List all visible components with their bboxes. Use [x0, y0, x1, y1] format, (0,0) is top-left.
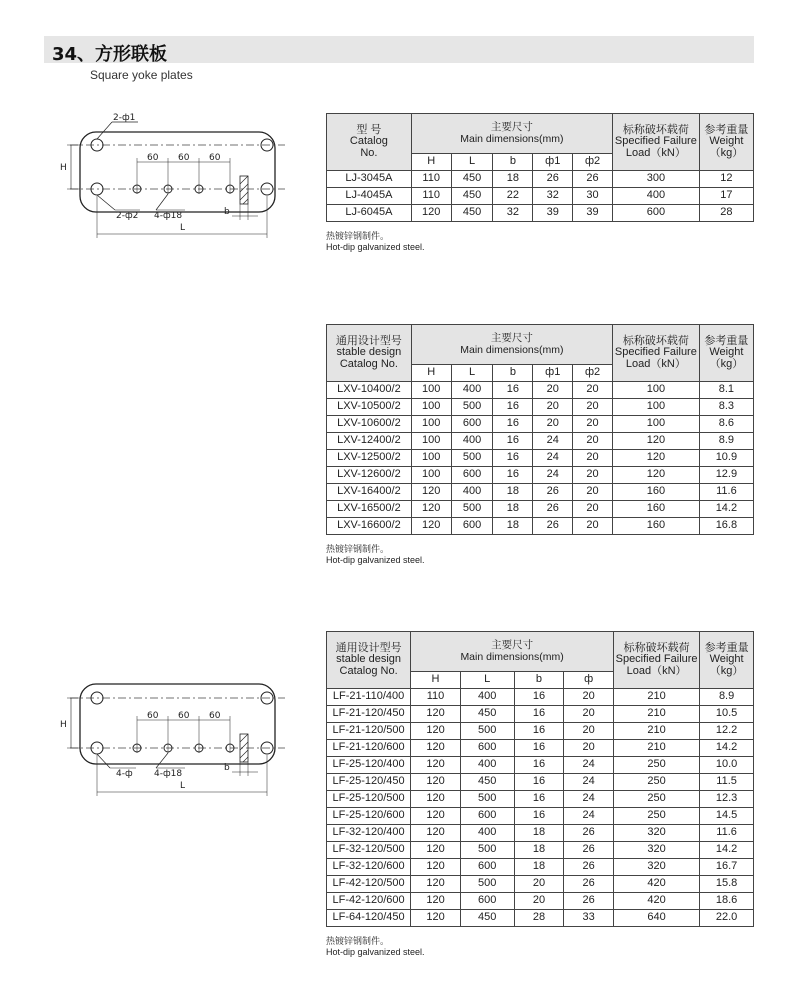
- label-L: L: [180, 781, 186, 791]
- label-L: L: [180, 223, 186, 233]
- sub-header-b: b: [493, 154, 533, 171]
- table-row: [327, 484, 754, 501]
- table-cell: 20: [564, 689, 614, 706]
- table2-body: [327, 382, 754, 535]
- table-cell: 17: [699, 188, 753, 205]
- table2-note: 热镀锌钢制件。 Hot-dip galvanized steel.: [326, 544, 425, 565]
- table-row: [327, 774, 754, 791]
- table-cell: 18: [514, 842, 564, 859]
- table-cell: 120: [411, 791, 461, 808]
- table-cell: 18.6: [700, 893, 754, 910]
- table-cell: 120: [411, 723, 461, 740]
- table-cell: 16: [514, 740, 564, 757]
- table-cell: 210: [613, 740, 699, 757]
- table1-body: [327, 171, 754, 222]
- catalog-number-cell: LF-25-120/500: [327, 791, 411, 808]
- table-cell: 20: [514, 876, 564, 893]
- table-cell: 420: [613, 893, 699, 910]
- sub-header-phi: ф: [564, 672, 614, 689]
- catalog-number-cell: LF-64-120/450: [327, 910, 411, 927]
- table-cell: 16: [514, 689, 564, 706]
- table-cell: 120: [612, 450, 699, 467]
- sub-header-L: L: [451, 365, 493, 382]
- table-row: [327, 757, 754, 774]
- table-cell: 120: [411, 808, 461, 825]
- table-cell: 32: [493, 205, 533, 222]
- table-cell: 16: [493, 382, 533, 399]
- table-cell: 16: [514, 723, 564, 740]
- table-cell: 33: [564, 910, 614, 927]
- table-cell: 24: [564, 791, 614, 808]
- table-cell: 250: [613, 791, 699, 808]
- catalog-header: 通用设计型号 stable design Catalog No.: [327, 632, 411, 689]
- table-cell: 500: [460, 723, 514, 740]
- table-cell: 14.2: [699, 501, 753, 518]
- catalog-number-cell: LXV-12400/2: [327, 433, 412, 450]
- table-cell: 120: [411, 859, 461, 876]
- table-cell: 110: [411, 188, 451, 205]
- table-cell: 39: [533, 205, 573, 222]
- table-cell: 20: [573, 433, 613, 450]
- table-cell: 120: [411, 876, 461, 893]
- table-cell: 450: [460, 910, 514, 927]
- sub-header-phi1: ф1: [533, 154, 573, 171]
- table-cell: 210: [613, 723, 699, 740]
- table-row: [327, 910, 754, 927]
- table-cell: 8.3: [699, 399, 753, 416]
- table-cell: 26: [533, 518, 573, 535]
- label-b: b: [224, 763, 230, 773]
- table-cell: 210: [613, 706, 699, 723]
- table-row: [327, 205, 754, 222]
- dims-header: 主要尺寸 Main dimensions(mm): [411, 325, 612, 365]
- table-cell: 26: [533, 484, 573, 501]
- table-cell: 320: [613, 859, 699, 876]
- table1-note: 热镀锌钢制件。 Hot-dip galvanized steel.: [326, 231, 425, 252]
- table-cell: 11.5: [700, 774, 754, 791]
- table-cell: 450: [460, 706, 514, 723]
- section-subtitle: Square yoke plates: [90, 68, 193, 82]
- catalog-number-cell: LJ-3045A: [327, 171, 412, 188]
- label-2-phi2: 2-ф2: [116, 211, 139, 221]
- table-row: [327, 467, 754, 484]
- catalog-number-cell: LF-42-120/600: [327, 893, 411, 910]
- table-cell: 18: [493, 518, 533, 535]
- table-cell: 16: [514, 808, 564, 825]
- table-cell: 120: [411, 484, 451, 501]
- catalog-number-cell: LXV-10600/2: [327, 416, 412, 433]
- table-row: [327, 791, 754, 808]
- label-2-phi1: 2-ф1: [113, 113, 136, 123]
- table-cell: 400: [612, 188, 699, 205]
- catalog-number-cell: LF-32-120/400: [327, 825, 411, 842]
- table-cell: 400: [460, 757, 514, 774]
- catalog-header: 型 号 Catalog No.: [327, 114, 412, 171]
- table-lf-series: [326, 631, 754, 927]
- table-cell: 26: [533, 501, 573, 518]
- table-cell: 400: [451, 382, 493, 399]
- weight-header: 参考重量 Weight （kg）: [700, 632, 754, 689]
- table-row: [327, 416, 754, 433]
- table-cell: 16: [514, 774, 564, 791]
- catalog-number-cell: LF-21-110/400: [327, 689, 411, 706]
- load-header: 标称破坏载荷 Specified Failure Load（kN）: [613, 632, 699, 689]
- table-cell: 18: [514, 859, 564, 876]
- table-cell: 500: [460, 842, 514, 859]
- table-row: [327, 859, 754, 876]
- table-cell: 400: [451, 433, 493, 450]
- sub-header-H: H: [411, 672, 461, 689]
- catalog-number-cell: LXV-16400/2: [327, 484, 412, 501]
- table-row: [327, 893, 754, 910]
- catalog-number-cell: LXV-12500/2: [327, 450, 412, 467]
- table-cell: 100: [612, 416, 699, 433]
- table-cell: 16: [514, 791, 564, 808]
- table-cell: 18: [493, 484, 533, 501]
- table-cell: 12.9: [699, 467, 753, 484]
- catalog-number-cell: LF-25-120/400: [327, 757, 411, 774]
- table-cell: 120: [612, 467, 699, 484]
- table-cell: 400: [460, 825, 514, 842]
- catalog-number-cell: LF-42-120/500: [327, 876, 411, 893]
- table-cell: 20: [573, 382, 613, 399]
- drawing-yoke-plate-2: [60, 672, 290, 802]
- table3-note: 热镀锌钢制件。 Hot-dip galvanized steel.: [326, 936, 425, 957]
- section-title: 34、方形联板: [52, 44, 168, 65]
- table-cell: 10.5: [700, 706, 754, 723]
- table-cell: 20: [573, 518, 613, 535]
- table-cell: 120: [411, 842, 461, 859]
- sub-header-L: L: [460, 672, 514, 689]
- dims-header: 主要尺寸 Main dimensions(mm): [411, 114, 612, 154]
- table-cell: 600: [612, 205, 699, 222]
- label-spacing-3: 60: [209, 153, 221, 163]
- table-cell: 11.6: [699, 484, 753, 501]
- table-cell: 28: [514, 910, 564, 927]
- table-cell: 16: [493, 416, 533, 433]
- table-cell: 110: [411, 171, 451, 188]
- dims-header: 主要尺寸 Main dimensions(mm): [411, 632, 614, 672]
- label-4-phi18: 4-ф18: [154, 769, 183, 779]
- sub-header-L: L: [451, 154, 493, 171]
- table-cell: 100: [411, 416, 451, 433]
- table-cell: 500: [451, 501, 493, 518]
- table-cell: 11.6: [700, 825, 754, 842]
- table-cell: 120: [411, 757, 461, 774]
- drawing-yoke-plate-1: [60, 110, 290, 240]
- label-spacing-1: 60: [147, 153, 159, 163]
- table-cell: 16: [493, 450, 533, 467]
- sub-header-phi1: ф1: [533, 365, 573, 382]
- table-cell: 16: [493, 467, 533, 484]
- table-cell: 20: [533, 399, 573, 416]
- table-cell: 20: [573, 416, 613, 433]
- table-cell: 26: [533, 171, 573, 188]
- catalog-number-cell: LF-32-120/600: [327, 859, 411, 876]
- table-cell: 100: [411, 467, 451, 484]
- table-row: [327, 808, 754, 825]
- table-cell: 120: [411, 205, 451, 222]
- table-cell: 450: [451, 171, 493, 188]
- table-cell: 400: [451, 484, 493, 501]
- table-cell: 420: [613, 876, 699, 893]
- label-H: H: [60, 163, 67, 173]
- table-cell: 100: [411, 433, 451, 450]
- table-cell: 100: [612, 399, 699, 416]
- label-4-phi18: 4-ф18: [154, 211, 183, 221]
- table-cell: 8.6: [699, 416, 753, 433]
- sub-header-phi2: ф2: [573, 154, 613, 171]
- plate-outline: [80, 132, 275, 212]
- table-row: [327, 399, 754, 416]
- table-cell: 14.2: [700, 842, 754, 859]
- table-cell: 500: [451, 399, 493, 416]
- table-cell: 450: [460, 774, 514, 791]
- table-cell: 20: [533, 416, 573, 433]
- catalog-number-cell: LF-25-120/450: [327, 774, 411, 791]
- table-cell: 12.2: [700, 723, 754, 740]
- table-cell: 120: [612, 433, 699, 450]
- catalog-header: 通用设计型号 stable design Catalog No.: [327, 325, 412, 382]
- table-cell: 18: [493, 171, 533, 188]
- table-row: [327, 825, 754, 842]
- table-cell: 18: [514, 825, 564, 842]
- table-row: [327, 842, 754, 859]
- catalog-number-cell: LXV-12600/2: [327, 467, 412, 484]
- table-row: [327, 501, 754, 518]
- table-cell: 210: [613, 689, 699, 706]
- table-cell: 24: [533, 450, 573, 467]
- label-H: H: [60, 720, 67, 730]
- table-cell: 100: [411, 399, 451, 416]
- table-cell: 16.7: [700, 859, 754, 876]
- table-cell: 8.9: [699, 433, 753, 450]
- table-cell: 39: [573, 205, 613, 222]
- table-cell: 16: [514, 706, 564, 723]
- table-cell: 600: [460, 859, 514, 876]
- catalog-number-cell: LXV-10400/2: [327, 382, 412, 399]
- table-cell: 20: [514, 893, 564, 910]
- table-cell: 500: [460, 876, 514, 893]
- table-cell: 120: [411, 740, 461, 757]
- catalog-number-cell: LXV-16500/2: [327, 501, 412, 518]
- table-row: [327, 450, 754, 467]
- label-spacing-1: 60: [147, 711, 159, 721]
- table-cell: 18: [493, 501, 533, 518]
- table-cell: 20: [573, 450, 613, 467]
- table-cell: 100: [411, 450, 451, 467]
- table-cell: 28: [699, 205, 753, 222]
- table-cell: 120: [411, 893, 461, 910]
- catalog-number-cell: LF-21-120/500: [327, 723, 411, 740]
- table-cell: 640: [613, 910, 699, 927]
- label-spacing-2: 60: [178, 153, 190, 163]
- table-cell: 250: [613, 774, 699, 791]
- table-cell: 600: [451, 467, 493, 484]
- table-cell: 26: [564, 876, 614, 893]
- table-cell: 16: [514, 757, 564, 774]
- table-cell: 100: [612, 382, 699, 399]
- catalog-number-cell: LF-32-120/500: [327, 842, 411, 859]
- catalog-number-cell: LXV-16600/2: [327, 518, 412, 535]
- table-row: [327, 382, 754, 399]
- table-cell: 20: [573, 399, 613, 416]
- table-cell: 24: [564, 757, 614, 774]
- table-cell: 26: [564, 842, 614, 859]
- sub-header-H: H: [411, 365, 451, 382]
- label-spacing-2: 60: [178, 711, 190, 721]
- table-cell: 20: [564, 706, 614, 723]
- table-cell: 120: [411, 825, 461, 842]
- table-cell: 24: [533, 467, 573, 484]
- label-b: b: [224, 207, 230, 217]
- table-cell: 600: [460, 893, 514, 910]
- table-cell: 24: [533, 433, 573, 450]
- table-cell: 120: [411, 910, 461, 927]
- load-header: 标称破坏载荷 Specified Failure Load（kN）: [612, 325, 699, 382]
- table-cell: 250: [613, 757, 699, 774]
- table-cell: 160: [612, 484, 699, 501]
- table-cell: 16: [493, 433, 533, 450]
- section-title-bar: [44, 36, 754, 63]
- table-row: [327, 876, 754, 893]
- table-cell: 20: [573, 467, 613, 484]
- sub-header-b: b: [493, 365, 533, 382]
- table-cell: 600: [451, 518, 493, 535]
- table-cell: 120: [411, 774, 461, 791]
- table-cell: 450: [451, 188, 493, 205]
- table-cell: 8.9: [700, 689, 754, 706]
- table-cell: 12: [699, 171, 753, 188]
- table-row: [327, 171, 754, 188]
- catalog-number-cell: LF-21-120/600: [327, 740, 411, 757]
- table-cell: 120: [411, 706, 461, 723]
- table-cell: 100: [411, 382, 451, 399]
- table-cell: 600: [460, 808, 514, 825]
- table-row: [327, 518, 754, 535]
- catalog-number-cell: LF-21-120/450: [327, 706, 411, 723]
- table-cell: 20: [533, 382, 573, 399]
- table-cell: 20: [564, 740, 614, 757]
- table-cell: 20: [573, 484, 613, 501]
- label-spacing-3: 60: [209, 711, 221, 721]
- table-cell: 24: [564, 774, 614, 791]
- table-row: [327, 740, 754, 757]
- table-cell: 30: [573, 188, 613, 205]
- table-cell: 450: [451, 205, 493, 222]
- table-cell: 32: [533, 188, 573, 205]
- table-cell: 26: [564, 859, 614, 876]
- table-cell: 110: [411, 689, 461, 706]
- table-cell: 16: [493, 399, 533, 416]
- table-cell: 14.2: [700, 740, 754, 757]
- catalog-number-cell: LJ-4045A: [327, 188, 412, 205]
- table-cell: 400: [460, 689, 514, 706]
- table-cell: 8.1: [699, 382, 753, 399]
- catalog-number-cell: LJ-6045A: [327, 205, 412, 222]
- table-cell: 24: [564, 808, 614, 825]
- table-cell: 120: [411, 518, 451, 535]
- table-cell: 300: [612, 171, 699, 188]
- catalog-number-cell: LF-25-120/600: [327, 808, 411, 825]
- table-cell: 600: [460, 740, 514, 757]
- table-row: [327, 188, 754, 205]
- weight-header: 参考重量 Weight （kg）: [699, 325, 753, 382]
- table-row: [327, 723, 754, 740]
- table-cell: 160: [612, 501, 699, 518]
- table-lxv-series: [326, 324, 754, 535]
- load-header: 标称破坏载荷 Specified Failure Load（kN）: [612, 114, 699, 171]
- table-lj-series: [326, 113, 754, 222]
- table-cell: 15.8: [700, 876, 754, 893]
- table-cell: 600: [451, 416, 493, 433]
- table-cell: 14.5: [700, 808, 754, 825]
- table-cell: 20: [564, 723, 614, 740]
- table-cell: 20: [573, 501, 613, 518]
- table-cell: 500: [460, 791, 514, 808]
- table-cell: 10.0: [700, 757, 754, 774]
- sub-header-H: H: [411, 154, 451, 171]
- sub-header-phi2: ф2: [573, 365, 613, 382]
- table-cell: 160: [612, 518, 699, 535]
- table-cell: 26: [564, 893, 614, 910]
- table-cell: 16.8: [699, 518, 753, 535]
- table-cell: 22: [493, 188, 533, 205]
- weight-header: 参考重量 Weight （kg）: [699, 114, 753, 171]
- table-cell: 26: [564, 825, 614, 842]
- table3-body: [327, 689, 754, 927]
- table-cell: 320: [613, 825, 699, 842]
- table-cell: 320: [613, 842, 699, 859]
- table-cell: 22.0: [700, 910, 754, 927]
- table-row: [327, 706, 754, 723]
- table-cell: 120: [411, 501, 451, 518]
- table-row: [327, 433, 754, 450]
- label-4-phi: 4-ф: [116, 769, 133, 779]
- table-cell: 12.3: [700, 791, 754, 808]
- catalog-number-cell: LXV-10500/2: [327, 399, 412, 416]
- table-cell: 250: [613, 808, 699, 825]
- table-cell: 500: [451, 450, 493, 467]
- table-cell: 10.9: [699, 450, 753, 467]
- table-cell: 26: [573, 171, 613, 188]
- table-row: [327, 689, 754, 706]
- sub-header-b: b: [514, 672, 564, 689]
